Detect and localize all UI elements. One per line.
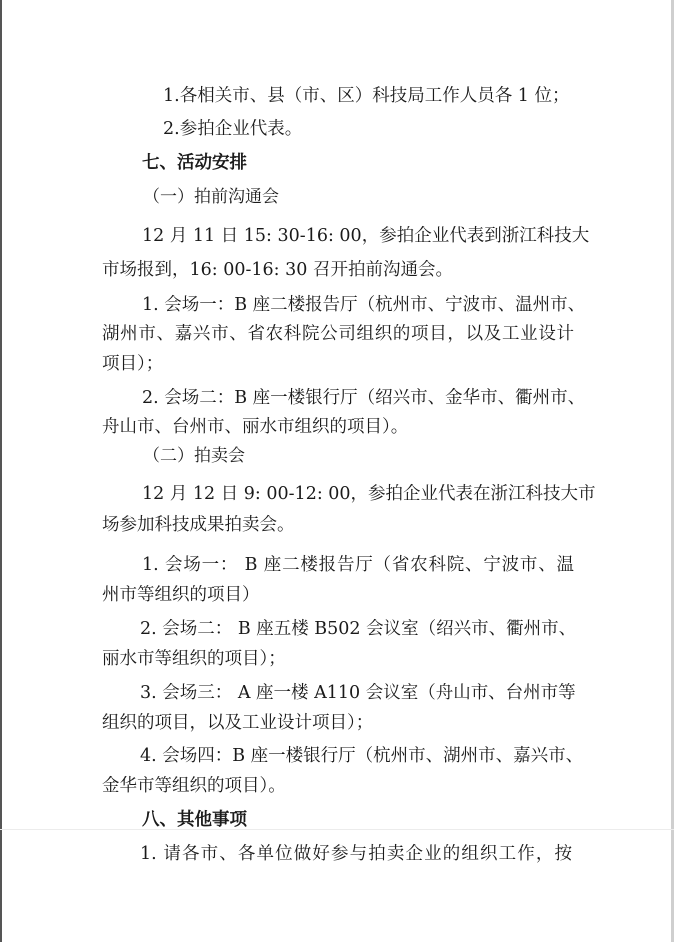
- venue-1-line-1: 1. 会场一：B 座二楼报告厅（杭州市、宁波市、温州市、: [142, 295, 586, 315]
- paragraph-auction-line-1: 12 月 12 日 9: 00-12: 00，参拍企业代表在浙江科技大市: [142, 484, 596, 504]
- venue-1-line-3: 项目）；: [102, 354, 164, 374]
- other-matters-item-1: 1. 请各市、各单位做好参与拍卖企业的组织工作，按: [140, 844, 572, 864]
- auction-venue-3-line-1: 3. 会场三： A 座一楼 A110 会议室（舟山市、台州市等: [140, 683, 576, 703]
- venue-2-line-1: 2. 会场二：B 座一楼银行厅（绍兴市、金华市、衢州市、: [142, 388, 586, 408]
- page-left-edge: [0, 0, 2, 942]
- subsection-heading-auction: （二）拍卖会: [143, 446, 245, 466]
- attendee-item-1: 1.各相关市、县（市、区）科技局工作人员各 1 位；: [163, 86, 570, 106]
- auction-venue-1-line-1: 1. 会场一： B 座二楼报告厅（省农科院、宁波市、温: [142, 555, 574, 575]
- auction-venue-3-line-2: 组织的项目，以及工业设计项目）；: [102, 713, 374, 733]
- paragraph-pre-auction-line-1: 12 月 11 日 15: 30-16: 00，参拍企业代表到浙江科技大: [142, 226, 590, 246]
- auction-venue-1-line-2: 州市等组织的项目）: [102, 585, 260, 605]
- paragraph-auction-line-2: 场参加科技成果拍卖会。: [102, 515, 295, 535]
- section-heading-other-matters: 八、其他事项: [142, 810, 247, 830]
- auction-venue-4-line-1: 4. 会场四：B 座一楼银行厅（杭州市、湖州市、嘉兴市、: [140, 746, 584, 766]
- paragraph-pre-auction-line-2: 市场报到，16: 00-16: 30 召开拍前沟通会。: [102, 260, 453, 280]
- section-heading-activity-arrangement: 七、活动安排: [142, 153, 247, 173]
- venue-1-line-2: 湖州市、嘉兴市、省农科院公司组织的项目，以及工业设计: [102, 324, 574, 344]
- attendee-item-2: 2.参拍企业代表。: [163, 119, 303, 139]
- auction-venue-2-line-2: 丽水市等组织的项目）；: [102, 649, 286, 669]
- auction-venue-2-line-1: 2. 会场二： B 座五楼 B502 会议室（绍兴市、衢州市、: [140, 619, 577, 639]
- venue-2-line-2: 舟山市、台州市、丽水市组织的项目）。: [102, 417, 409, 437]
- auction-venue-4-line-2: 金华市等组织的项目）。: [102, 776, 286, 796]
- subsection-heading-pre-auction: （一）拍前沟通会: [143, 187, 279, 207]
- scan-artifact-line: [0, 829, 674, 830]
